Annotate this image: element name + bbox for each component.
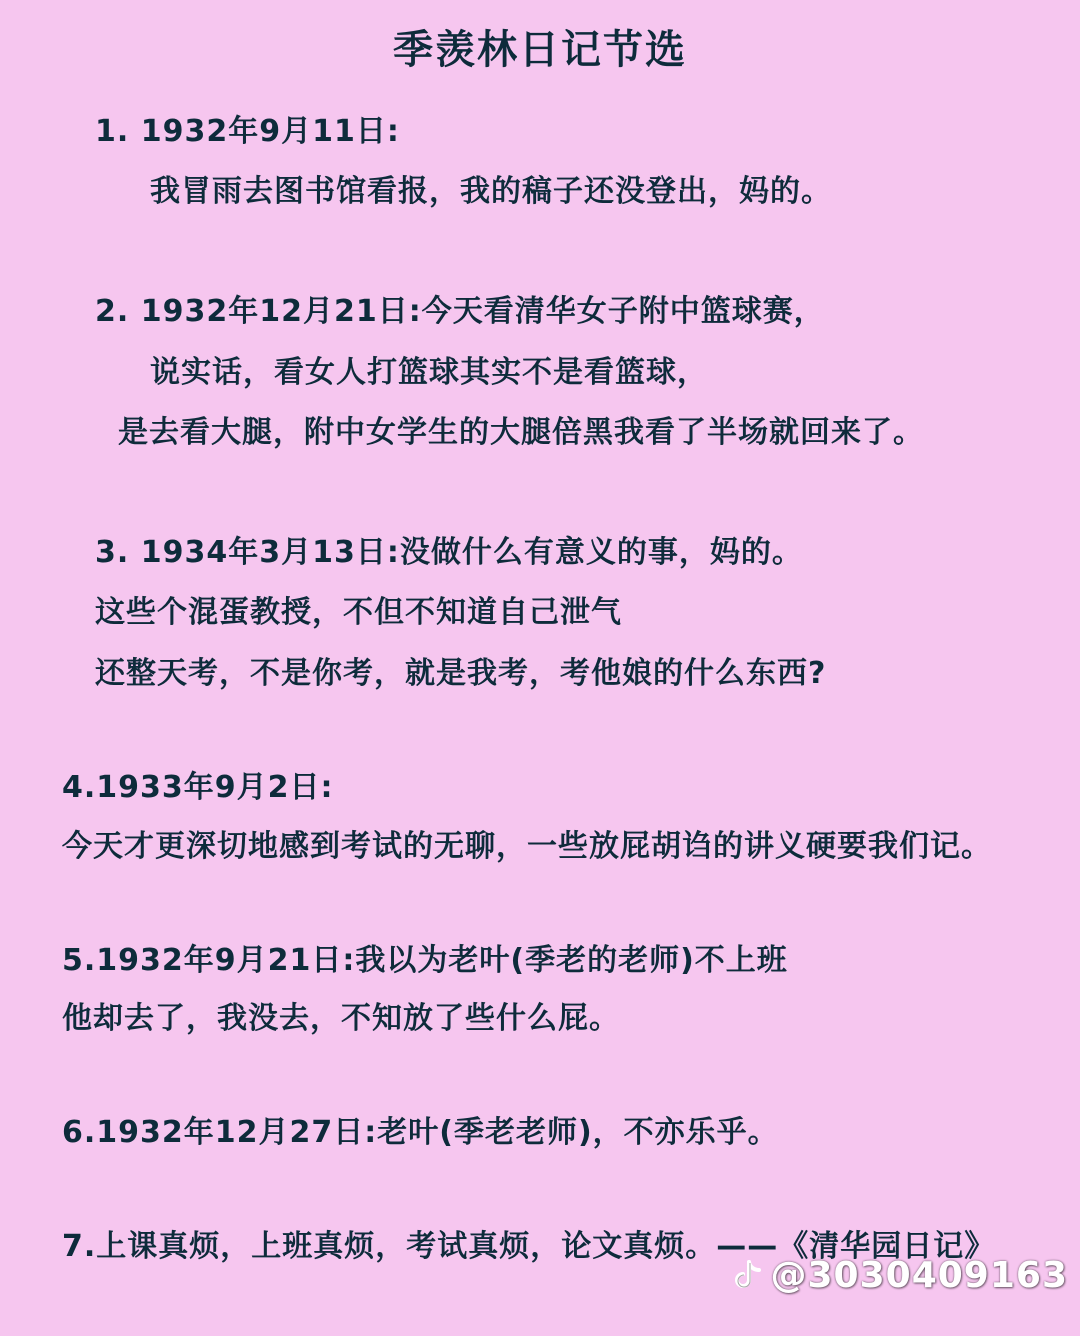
entry-1-line-1: 1. 1932年9月11日:	[95, 114, 400, 149]
entry-4-line-2: 今天才更深切地感到考试的无聊，一些放屁胡诌的讲义硬要我们记。	[62, 829, 992, 864]
entry-3-line-3: 还整天考，不是你考，就是我考，考他娘的什么东西?	[95, 656, 827, 691]
watermark	[729, 1255, 1069, 1296]
entry-7-line-1: 7.上课真烦，上班真烦，考试真烦，论文真烦。——《清华园日记》	[62, 1229, 996, 1264]
entry-3-line-1: 3. 1934年3月13日:没做什么有意义的事，妈的。	[95, 535, 803, 570]
entry-6-line-1: 6.1932年12月27日:老叶(季老老师)，不亦乐乎。	[62, 1115, 779, 1150]
entry-1-line-2: 我冒雨去图书馆看报，我的稿子还没登出，妈的。	[150, 174, 832, 209]
entry-2-line-1: 2. 1932年12月21日:今天看清华女子附中篮球赛，	[95, 294, 825, 329]
douyin-logo-icon	[729, 1258, 765, 1294]
entry-2-line-2: 说实话，看女人打篮球其实不是看篮球，	[150, 355, 708, 390]
entry-4-line-1: 4.1933年9月2日:	[62, 770, 334, 805]
entry-5-line-1: 5.1932年9月21日:我以为老叶(季老的老师)不上班	[62, 943, 788, 978]
entry-5-line-2: 他却去了，我没去，不知放了些什么屁。	[62, 1001, 620, 1036]
page-title: 季羡林日记节选	[393, 27, 687, 73]
entry-3-line-2: 这些个混蛋教授，不但不知道自己泄气	[95, 595, 622, 630]
watermark-text: @3030409163	[770, 1255, 1068, 1296]
entry-2-line-3: 是去看大腿，附中女学生的大腿倍黑我看了半场就回来了。	[118, 415, 924, 450]
